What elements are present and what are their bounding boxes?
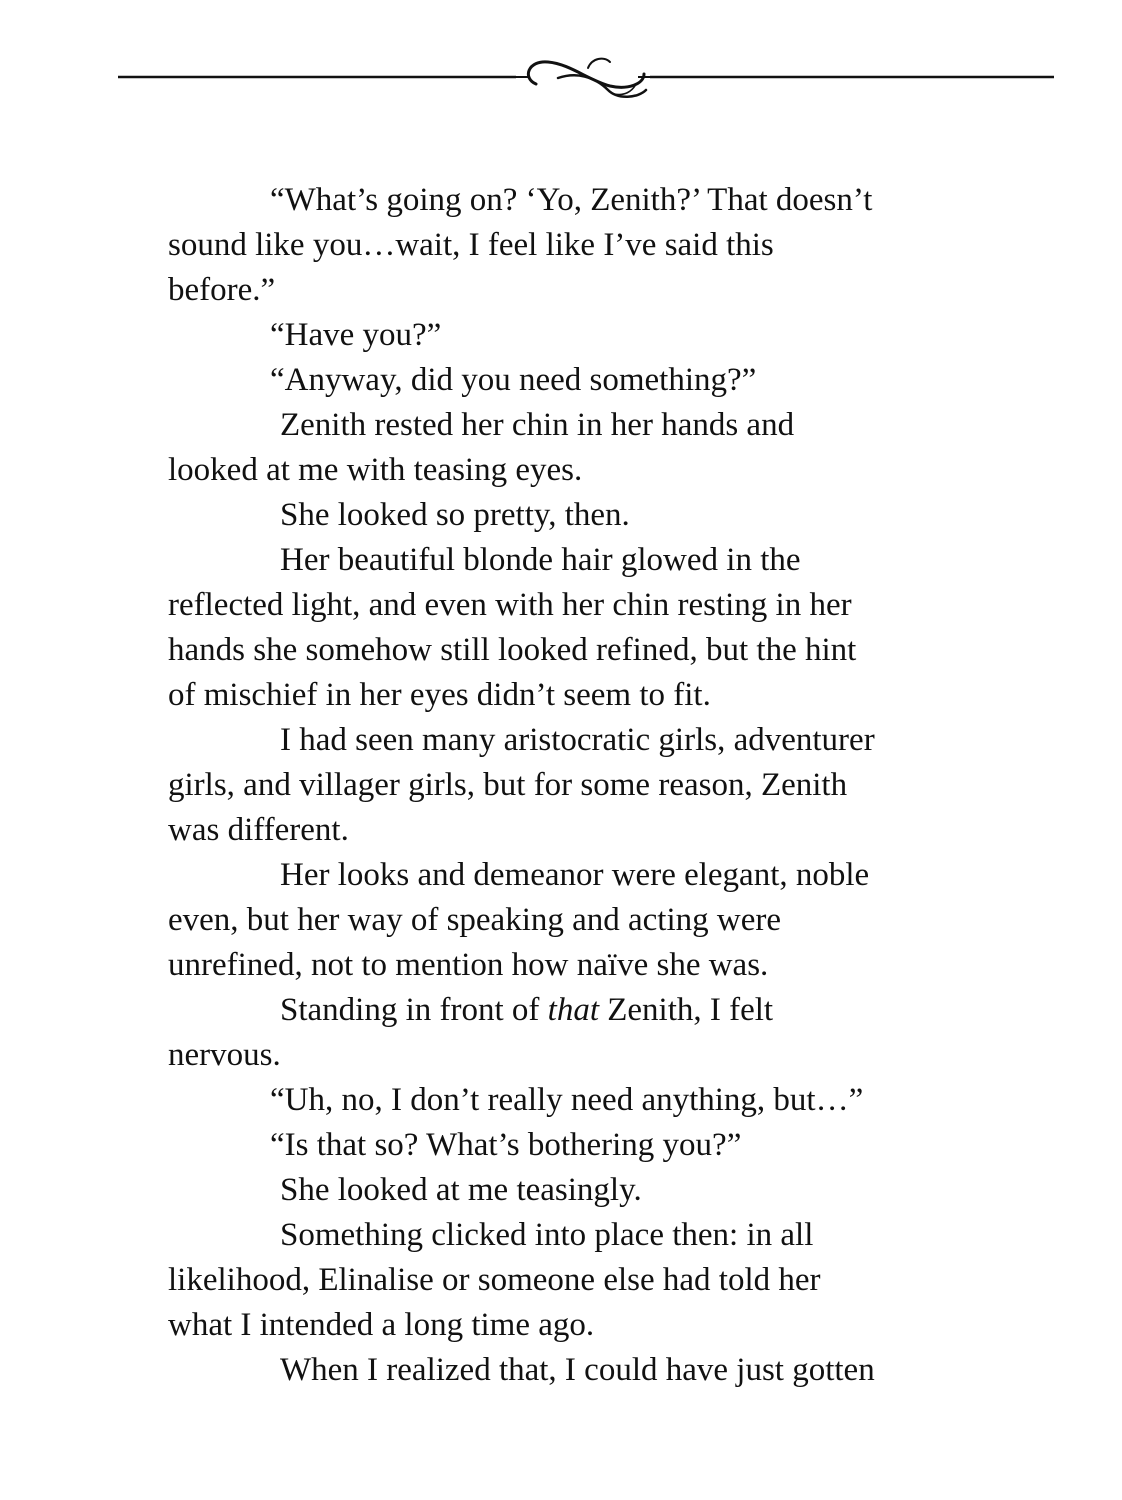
paragraph: Zenith rested her chin in her hands and looked at me with teasing eyes. [168,407,795,488]
paragraph: She looked so pretty, then. [280,497,630,533]
paragraph: When I realized that, I could have just gotten [280,1352,875,1388]
paragraph: “What’s going on? ‘Yo, Zenith?’ That doesn’t sound like you…wait, I feel like I’ve said this before.” [168,182,873,308]
paragraph: I had seen many aristocratic girls, adventurer girls, and villager girls, but for some reason, Zenith was different. [168,722,875,848]
body-text [168,178,968,1393]
emphasis: that [547,992,599,1028]
paragraph: Something clicked into place then: in all likelihood, Elinalise or someone else had told her what I intended a long time ago. [168,1217,821,1343]
paragraph: “Anyway, did you need something?” [270,362,757,398]
paragraph: “Have you?” [270,317,442,353]
paragraph: “Is that so? What’s bothering you?” [270,1127,742,1163]
flourish-divider-icon [118,50,1054,110]
paragraph: She looked at me teasingly. [280,1172,642,1208]
paragraph: Her looks and demeanor were elegant, noble even, but her way of speaking and acting were unrefined, not to mention how naïve she was. [168,857,870,983]
paragraph: Standing in front of that Zenith, I felt nervous. [168,992,774,1073]
paragraph: Her beautiful blonde hair glowed in the reflected light, and even with her chin resting in her hands she somehow still looked refined, but the hint of mischief in her eyes didn’t seem to fit. [168,542,857,713]
paragraph: “Uh, no, I don’t really need anything, but…” [270,1082,864,1118]
